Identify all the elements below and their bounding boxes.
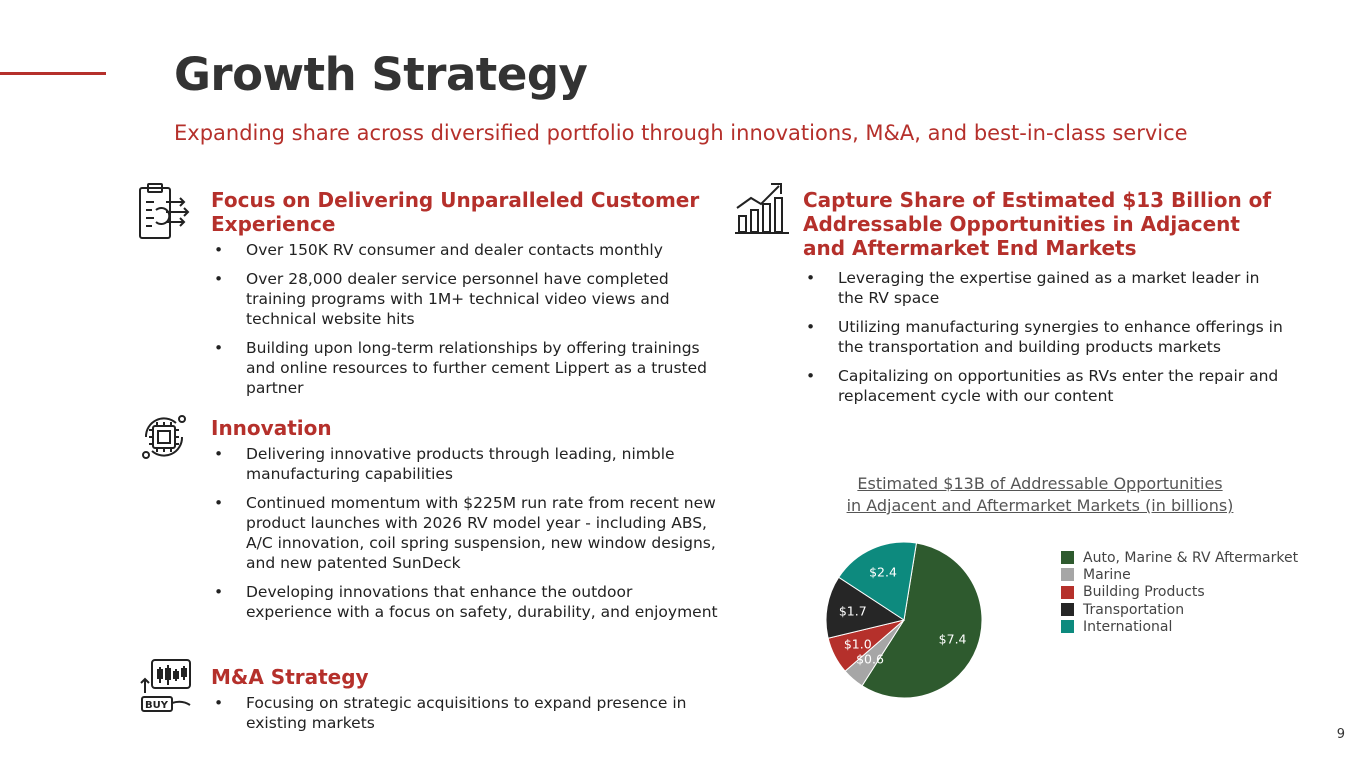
growth-chart-icon — [733, 180, 791, 240]
pie-data-label: $0.6 — [856, 651, 884, 667]
legend-swatch — [1061, 568, 1074, 581]
pie-data-label: $2.4 — [869, 564, 897, 580]
chart-title — [820, 473, 1260, 517]
chip-icon — [136, 409, 192, 469]
legend-item — [1061, 549, 1298, 566]
legend-swatch — [1061, 551, 1074, 564]
chart-title-line-1: Estimated $13B of Addressable Opportunities — [857, 474, 1223, 493]
list-item: • Leveraging the expertise gained as a market leader in the RV space — [803, 268, 1283, 308]
legend-label: Auto, Marine & RV Aftermarket — [1083, 549, 1299, 566]
legend-item — [1061, 601, 1298, 618]
customer-experience-list — [211, 240, 721, 398]
ma-strategy-list — [211, 693, 721, 733]
list-item: • Focusing on strategic acquisitions to expand presence in existing markets — [211, 693, 721, 733]
capture-share-list — [803, 268, 1283, 406]
pie-chart — [826, 542, 982, 698]
ma-strategy-heading: M&A Strategy — [211, 665, 369, 689]
legend-swatch — [1061, 586, 1074, 599]
list-item: • Delivering innovative products through leading, nimble manufacturing capabilities — [211, 444, 721, 484]
legend-item — [1061, 618, 1298, 635]
legend-label: Building Products — [1083, 584, 1205, 601]
list-item: • Building upon long-term relationships by offering trainings and online resources to further cement Lippert as a trusted partner — [211, 338, 721, 398]
pie-data-label: $7.4 — [938, 631, 967, 646]
legend-item — [1061, 584, 1298, 601]
legend-swatch — [1061, 603, 1074, 616]
list-item: • Continued momentum with $225M run rate from recent new product launches with 2026 RV model year - including ABS, A/C innovation, coil spring suspension, new window designs, and new patented SunDeck — [211, 493, 721, 573]
customer-experience-heading: Focus on Delivering Unparalleled Customer Experience — [211, 188, 700, 236]
legend-label: International — [1083, 618, 1173, 635]
innovation-section — [211, 416, 721, 631]
page-number: 9 — [1336, 727, 1345, 742]
list-item: • Over 150K RV consumer and dealer contacts monthly — [211, 240, 721, 260]
page-title: Growth Strategy — [174, 48, 588, 101]
legend-item — [1061, 566, 1298, 583]
pie-data-label: $1.0 — [843, 636, 872, 652]
innovation-list — [211, 444, 721, 622]
capture-share-section — [803, 188, 1283, 415]
buy-stock-icon — [138, 657, 194, 719]
chart-legend — [1061, 549, 1298, 635]
list-item: • Utilizing manufacturing synergies to enhance offerings in the transportation and building products markets — [803, 317, 1283, 357]
legend-swatch — [1061, 620, 1074, 633]
legend-label: Marine — [1083, 566, 1131, 583]
page-subtitle: Expanding share across diversified portfolio through innovations, M&A, and best-in-class service — [174, 121, 1188, 145]
customer-experience-section — [211, 188, 721, 407]
list-item: • Capitalizing on opportunities as RVs enter the repair and replacement cycle with our content — [803, 366, 1283, 406]
list-item: • Over 28,000 dealer service personnel have completed training programs with 1M+ technical video views and technical website hits — [211, 269, 721, 329]
capture-share-heading: Capture Share of Estimated $13 Billion of Addressable Opportunities in Adjacent and Aftermarket End Markets — [803, 188, 1272, 260]
innovation-heading: Innovation — [211, 416, 332, 440]
list-item: • Developing innovations that enhance the outdoor experience with a focus on safety, durability, and enjoyment — [211, 582, 721, 622]
pie-chart-svg — [826, 542, 982, 698]
legend-label: Transportation — [1083, 601, 1185, 618]
header-accent-line — [0, 72, 106, 75]
svg-text:BUY: BUY — [145, 700, 168, 711]
ma-strategy-section — [211, 665, 721, 742]
clipboard-data-icon — [136, 182, 192, 244]
pie-data-label: $1.7 — [838, 603, 867, 619]
chart-title-line-2: in Adjacent and Aftermarket Markets (in billions) — [846, 496, 1234, 515]
